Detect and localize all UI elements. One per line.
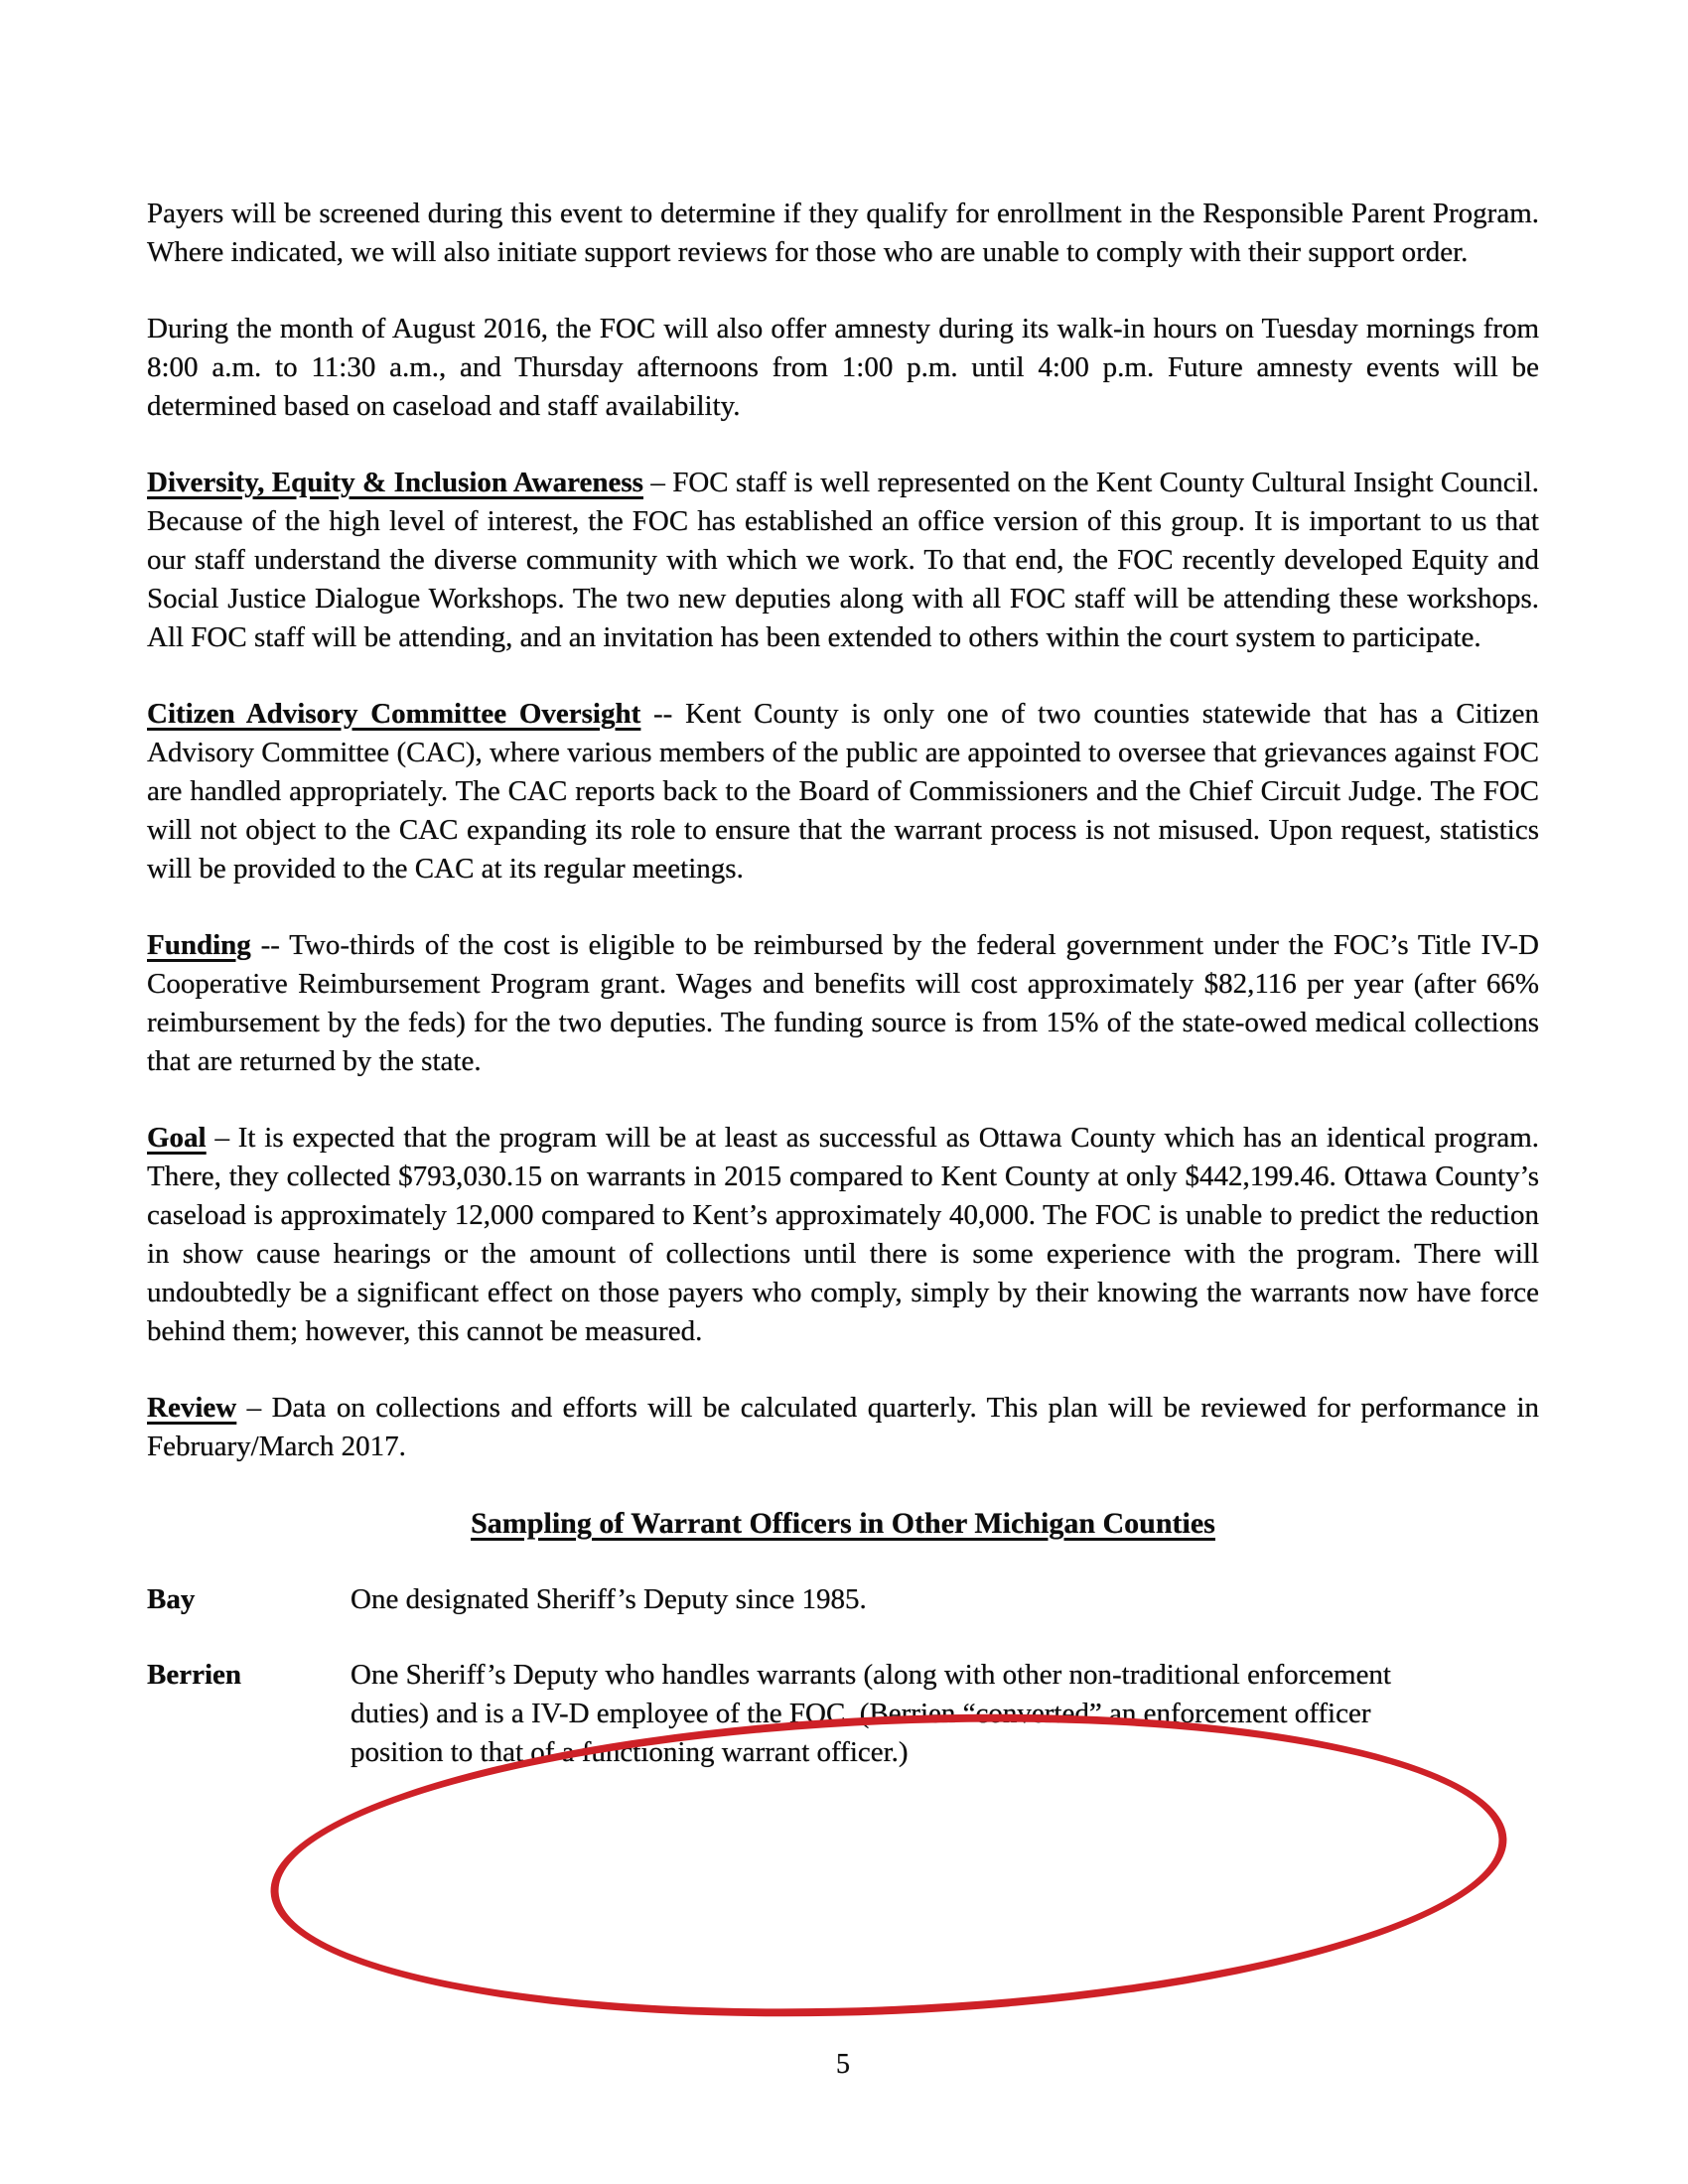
county-row-berrien [147, 1656, 1539, 1772]
county-row-bay [147, 1580, 1539, 1619]
county-name-berrien: Berrien [147, 1659, 242, 1691]
sampling-section-heading [147, 1504, 1539, 1543]
section-heading-goal: Goal [147, 1122, 207, 1154]
paragraph-goal [147, 1119, 1539, 1351]
county-name-bay: Bay [147, 1583, 196, 1615]
paragraph-text: – FOC staff is well represented on the Kent County Cultural Insight Council. Because of the high level of interest, the FOC has established an office version of this group. It is important to us that our staff understand the diverse community with which we work. To that end, the FOC recently developed Equity and Social Justice Dialogue Workshops. The two new deputies along with all FOC staff will be attending these workshops. All FOC staff will be attending, and an invitation has been extended to others within the court system to participate. [147, 467, 1539, 653]
paragraph-text: – Data on collections and efforts will be calculated quarterly. This plan will be reviewed for performance in February/March 2017. [147, 1392, 1539, 1462]
section-heading-citizen-advisory: Citizen Advisory Committee Oversight [147, 698, 641, 730]
paragraph-payers-screening [147, 195, 1539, 272]
page-number: 5 [836, 2049, 850, 2080]
county-description-berrien: One Sheriff’s Deputy who handles warrants (along with other non-traditional enforcement duties) and is a IV-D employee of the FOC. (Berrien “converted” an enforcement officer position to that of a functioning warrant officer.) [351, 1659, 1391, 1768]
county-description-bay: One designated Sheriff’s Deputy since 1985. [351, 1583, 867, 1615]
paragraph-text: -- Two-thirds of the cost is eligible to be reimbursed by the federal government under the FOC’s Title IV-D Cooperative Reimbursement Program grant. Wages and benefits will cost approximately $82,116 per year (after 66% reimbursement by the feds) for the two deputies. The funding source is from 15% of the state-owed medical collections that are returned by the state. [147, 929, 1540, 1077]
section-heading-diversity: Diversity, Equity & Inclusion Awareness [147, 467, 643, 498]
paragraph-text: – It is expected that the program will be at least as successful as Ottawa County which has an identical program. There, they collected $793,030.15 on warrants in 2015 compared to Kent County at only $442,199.46. Ottawa County’s caseload is approximately 12,000 compared to Kent’s approximately 40,000. The FOC is unable to predict the reduction in show cause hearings or the amount of collections until there is some experience with the program. There will undoubtedly be a significant effect on those payers who comply, simply by their knowing the warrants now have force behind them; however, this cannot be measured. [147, 1122, 1540, 1347]
paragraph-diversity [147, 464, 1539, 657]
paragraph-text: During the month of August 2016, the FOC will also offer amnesty during its walk-in hours on Tuesday mornings from 8:00 a.m. to 11:30 a.m., and Thursday afternoons from 1:00 p.m. until 4:00 p.m. Future amnesty events will be determined based on caseload and staff availability. [147, 313, 1539, 422]
paragraph-funding [147, 926, 1539, 1081]
sampling-heading-text: Sampling of Warrant Officers in Other Michigan Counties [471, 1507, 1215, 1540]
paragraph-august-amnesty [147, 310, 1539, 426]
paragraph-text: Payers will be screened during this event to determine if they qualify for enrollment in the Responsible Parent Program. Where indicated, we will also initiate support reviews for those who are unable to comply with their support order. [147, 198, 1539, 268]
document-body [147, 195, 1539, 1772]
paragraph-review [147, 1389, 1539, 1466]
section-heading-review: Review [147, 1392, 237, 1424]
paragraph-citizen-advisory [147, 695, 1539, 888]
section-heading-funding: Funding [147, 929, 251, 961]
paragraph-text: -- Kent County is only one of two counties statewide that has a Citizen Advisory Committee (CAC), where various members of the public are appointed to oversee that grievances against FOC are handled appropriately. The CAC reports back to the Board of Commissioners and the Chief Circuit Judge. The FOC will not object to the CAC expanding its role to ensure that the warrant process is not misused. Upon request, statistics will be provided to the CAC at its regular meetings. [147, 698, 1539, 885]
